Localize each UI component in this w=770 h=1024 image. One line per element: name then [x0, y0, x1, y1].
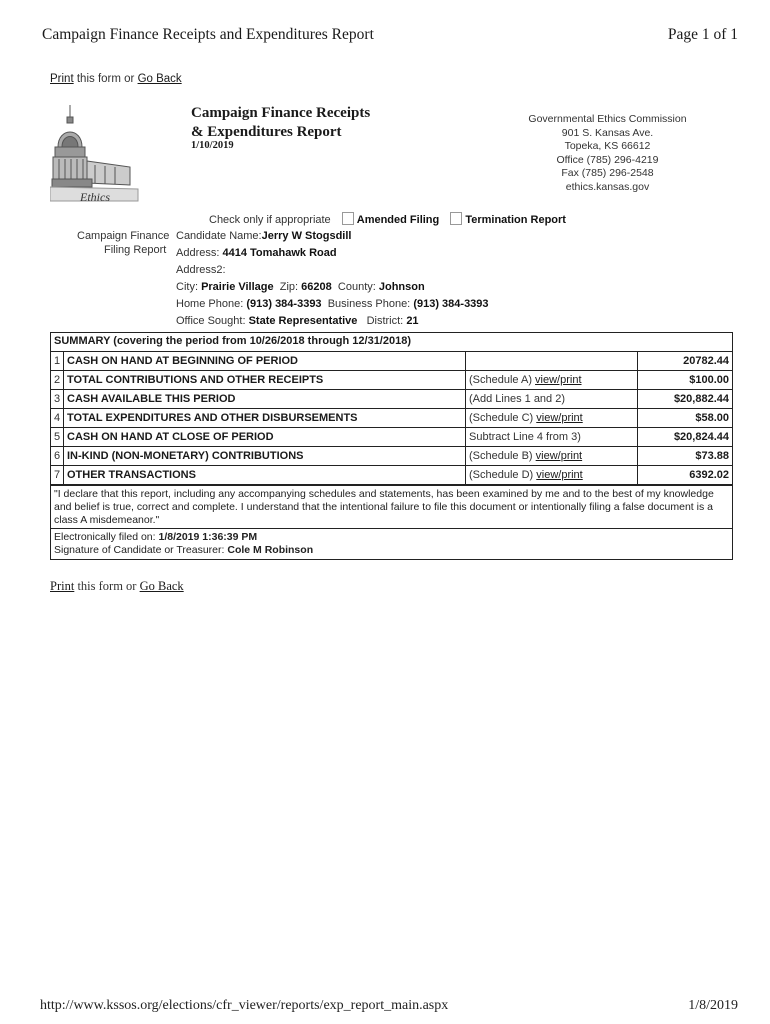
business-phone-label: Business Phone:: [327, 298, 411, 310]
view-print-link[interactable]: view/print: [536, 412, 583, 424]
candidate-name-row: [176, 230, 351, 242]
schedule-text: Subtract Line 4 from 3): [469, 431, 581, 443]
nav-bottom: [50, 579, 184, 594]
row-amount: $73.88: [638, 447, 733, 466]
home-phone-value: (913) 384-3393: [246, 298, 322, 310]
row-amount: $100.00: [638, 371, 733, 390]
nav-separator-text: this form or: [73, 73, 138, 85]
check-label: Check only if appropriate: [209, 214, 331, 226]
schedule-text: (Schedule D): [469, 469, 537, 481]
city-label: City:: [176, 281, 198, 293]
agency-city: Topeka, KS 66612: [564, 140, 651, 152]
row-label: TOTAL EXPENDITURES AND OTHER DISBURSEMENTS: [64, 409, 466, 428]
address-label: Address:: [176, 247, 220, 259]
agency-fax: Fax (785) 296-2548: [561, 167, 654, 179]
filing-signature-block: [51, 529, 732, 559]
summary-row: [51, 466, 732, 485]
print-link-bottom[interactable]: Print: [50, 579, 75, 593]
candidate-name-label: Candidate Name:: [176, 230, 262, 242]
row-schedule: [466, 352, 638, 371]
city-row: [176, 281, 425, 293]
nav-separator-text-bottom: this form or: [74, 579, 140, 593]
row-label: TOTAL CONTRIBUTIONS AND OTHER RECEIPTS: [64, 371, 466, 390]
row-amount: $58.00: [638, 409, 733, 428]
phone-row: [176, 298, 489, 310]
row-number: 1: [51, 352, 64, 371]
declaration-text: "I declare that this report, including any accompanying schedules and statements, has been examined by me and to the best of my knowledge and belief is true, correct and complete. I understand that the intentional failure to file this document or intentionally filing a false document is a class A misdemeanor.": [51, 486, 732, 529]
logo-text: Ethics: [80, 190, 110, 203]
district-label: District:: [366, 315, 404, 327]
form-label-line-2: Filing Report: [104, 244, 167, 256]
candidate-name-value: Jerry W Stogsdill: [261, 230, 352, 242]
row-number: 4: [51, 409, 64, 428]
filed-value: 1/8/2019 1:36:39 PM: [158, 531, 258, 543]
address-value: 4414 Tomahawk Road: [222, 247, 337, 259]
signature-value: Cole M Robinson: [227, 544, 314, 556]
city-value: Prairie Village: [201, 281, 274, 293]
row-number: 7: [51, 466, 64, 485]
summary-row: [51, 390, 732, 409]
row-amount: 6392.02: [638, 466, 733, 485]
summary-row: [51, 352, 732, 371]
capitol-dome-icon: [50, 103, 142, 203]
summary-row: [51, 409, 732, 428]
row-schedule: [466, 447, 638, 466]
row-amount: 20782.44: [638, 352, 733, 371]
zip-value: 66208: [301, 281, 332, 293]
signature-label: Signature of Candidate or Treasurer:: [54, 544, 225, 556]
row-label: OTHER TRANSACTIONS: [64, 466, 466, 485]
schedule-text: (Schedule A): [469, 374, 536, 386]
go-back-link-bottom[interactable]: Go Back: [139, 579, 184, 593]
row-number: 2: [51, 371, 64, 390]
zip-label: Zip:: [279, 281, 299, 293]
address2-row: [176, 264, 226, 276]
view-print-link[interactable]: view/print: [535, 374, 582, 386]
amended-filing-checkbox[interactable]: [342, 212, 354, 225]
county-label: County:: [337, 281, 376, 293]
agency-office-phone: Office (785) 296-4219: [556, 153, 659, 166]
row-label: CASH ON HAND AT CLOSE OF PERIOD: [64, 428, 466, 447]
filing-type-row: [209, 212, 566, 226]
agency-info: [510, 113, 705, 194]
row-number: 3: [51, 390, 64, 409]
agency-name: Governmental Ethics Commission: [528, 113, 687, 125]
summary-box: [50, 332, 733, 560]
row-label: CASH AVAILABLE THIS PERIOD: [64, 390, 466, 409]
district-value: 21: [406, 315, 419, 327]
row-label: CASH ON HAND AT BEGINNING OF PERIOD: [64, 352, 466, 371]
row-amount: $20,882.44: [638, 390, 733, 409]
footer-date: 1/8/2019: [688, 998, 738, 1013]
summary-row: [51, 371, 732, 390]
summary-table: [51, 352, 732, 485]
home-phone-label: Home Phone:: [176, 298, 244, 310]
row-label: IN-KIND (NON-MONETARY) CONTRIBUTIONS: [64, 447, 466, 466]
schedule-text: (Schedule C): [469, 412, 537, 424]
row-schedule: [466, 466, 638, 485]
address2-label: Address2:: [176, 264, 226, 276]
row-schedule: [466, 371, 638, 390]
report-title-line-2: & Expenditures Report: [191, 124, 342, 140]
page-number: Page 1 of 1: [667, 26, 738, 43]
agency-address: 901 S. Kansas Ave.: [561, 126, 654, 139]
print-link[interactable]: Print: [50, 73, 74, 85]
nav-top: [50, 73, 182, 85]
row-amount: $20,824.44: [638, 428, 733, 447]
summary-heading: SUMMARY (covering the period from 10/26/2018 through 12/31/2018): [51, 333, 732, 352]
county-value: Johnson: [378, 281, 425, 293]
view-print-link[interactable]: view/print: [536, 469, 583, 481]
row-number: 6: [51, 447, 64, 466]
schedule-text: (Add Lines 1 and 2): [469, 393, 566, 405]
agency-website: ethics.kansas.gov: [565, 180, 650, 193]
summary-row: [51, 447, 732, 466]
amended-filing-label: Amended Filing: [356, 214, 440, 226]
office-value: State Representative: [248, 315, 358, 327]
row-schedule: [466, 428, 638, 447]
office-label: Office Sought:: [176, 315, 246, 327]
form-label-line-1: Campaign Finance: [77, 230, 170, 242]
report-date: 1/10/2019: [191, 140, 234, 151]
footer-url: http://www.kssos.org/elections/cfr_viewer/reports/exp_report_main.aspx: [40, 998, 449, 1013]
office-row: [176, 315, 419, 327]
termination-report-checkbox[interactable]: [450, 212, 462, 225]
go-back-link[interactable]: Go Back: [137, 73, 182, 85]
termination-report-label: Termination Report: [465, 214, 566, 226]
row-schedule: [466, 390, 638, 409]
filed-label: Electronically filed on:: [54, 531, 156, 543]
row-schedule: [466, 409, 638, 428]
summary-row: [51, 428, 732, 447]
row-number: 5: [51, 428, 64, 447]
report-title-line-1: Campaign Finance Receipts: [191, 105, 371, 121]
business-phone-value: (913) 384-3393: [413, 298, 489, 310]
ethics-logo: [50, 103, 142, 203]
report-title: [191, 104, 370, 142]
browser-page-title: Campaign Finance Receipts and Expenditures Report: [42, 26, 374, 43]
view-print-link[interactable]: view/print: [535, 450, 583, 462]
address-row: [176, 247, 337, 259]
schedule-text: (Schedule B): [469, 450, 536, 462]
